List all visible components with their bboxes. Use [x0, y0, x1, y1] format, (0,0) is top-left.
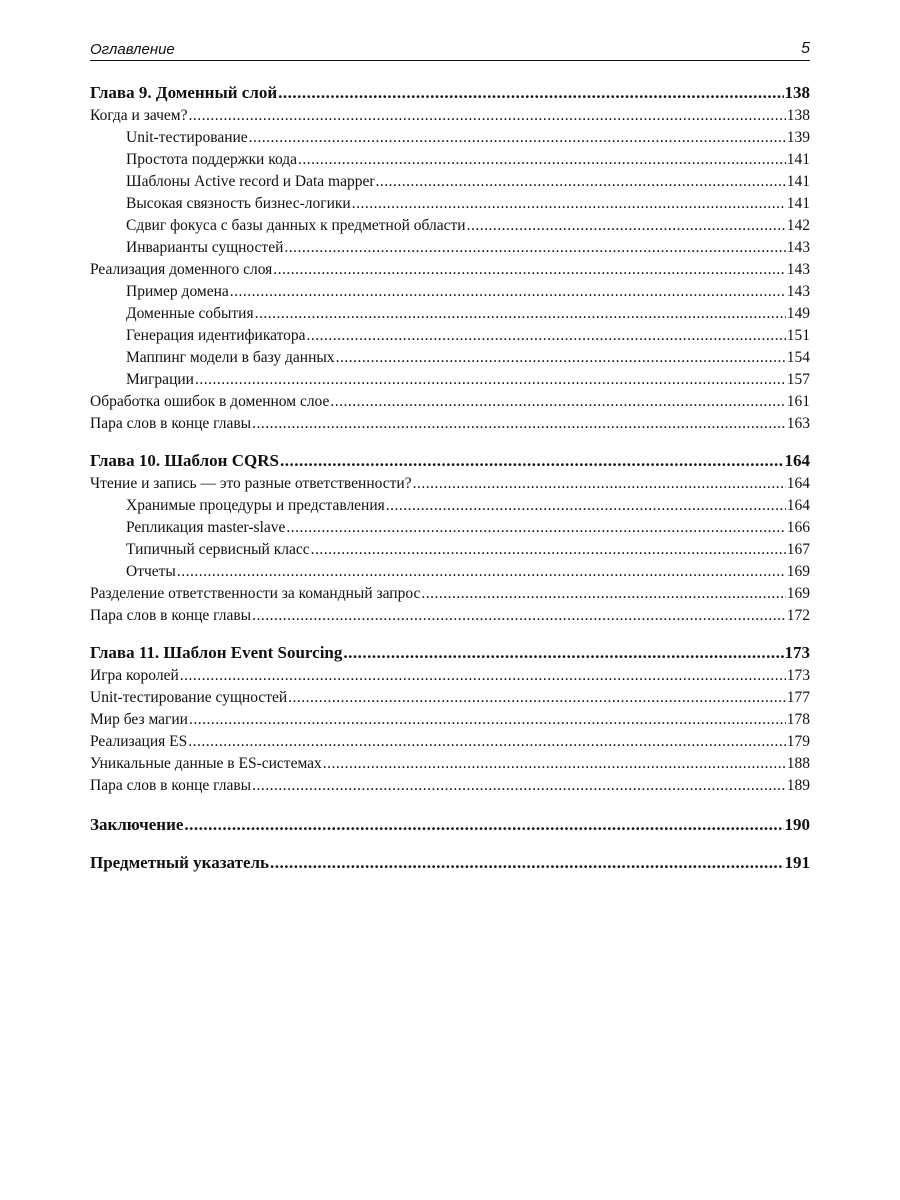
toc-page-number: 179 [786, 733, 810, 750]
toc-leader-dots [343, 641, 783, 665]
toc-page-number: 161 [786, 393, 810, 410]
toc-page-number: 141 [786, 173, 810, 190]
toc-entry-title: Пример домена [126, 283, 229, 300]
toc-entry[interactable] [90, 215, 810, 237]
running-header [90, 36, 810, 61]
toc-entry[interactable] [90, 731, 810, 753]
toc-leader-dots [376, 171, 786, 193]
toc-subject-index[interactable] [90, 851, 810, 875]
toc-page-number: 154 [786, 349, 810, 366]
toc-entry[interactable] [90, 325, 810, 347]
toc-leader-dots [184, 813, 783, 837]
toc-entry[interactable] [90, 583, 810, 605]
toc-entry-title: Реализация ES [90, 733, 188, 750]
toc-entry-title: Unit-тестирование сущностей [90, 689, 288, 706]
toc-leader-dots [298, 149, 786, 171]
toc-entry[interactable] [90, 753, 810, 775]
toc-leader-dots [177, 561, 786, 583]
toc-leader-dots [230, 281, 786, 303]
toc-page-number: 167 [786, 541, 810, 558]
toc-leader-dots [352, 193, 786, 215]
table-of-contents [90, 81, 810, 875]
toc-page-number: 149 [786, 305, 810, 322]
toc-entry[interactable] [90, 413, 810, 435]
toc-entry[interactable] [90, 473, 810, 495]
toc-page-number: 143 [786, 261, 810, 278]
toc-entry[interactable] [90, 347, 810, 369]
toc-page-number: 163 [786, 415, 810, 432]
toc-leader-dots [278, 81, 783, 105]
toc-leader-dots [252, 775, 786, 797]
toc-entry[interactable] [90, 495, 810, 517]
toc-page-number: 164 [786, 475, 810, 492]
toc-entry[interactable] [90, 709, 810, 731]
toc-leader-dots [280, 449, 784, 473]
toc-entry-title: Миграции [126, 371, 194, 388]
toc-leader-dots [467, 215, 786, 237]
toc-chapter-11[interactable] [90, 641, 810, 665]
toc-page-number: 143 [786, 239, 810, 256]
toc-page-number: 138 [786, 107, 810, 124]
toc-entry[interactable] [90, 127, 810, 149]
toc-leader-dots [288, 687, 786, 709]
running-header-page-number: 5 [801, 40, 810, 57]
toc-leader-dots [336, 347, 786, 369]
toc-entry-title: Когда и зачем? [90, 107, 188, 124]
toc-entry[interactable] [90, 171, 810, 193]
toc-chapter-title: Глава 10. Шаблон CQRS [90, 451, 279, 470]
toc-leader-dots [255, 303, 786, 325]
toc-page-number: 151 [786, 327, 810, 344]
toc-leader-dots [270, 851, 783, 875]
running-header-title: Оглавление [90, 41, 175, 58]
toc-entry-title: Уникальные данные в ES-системах [90, 755, 322, 772]
toc-leader-dots [189, 709, 786, 731]
toc-entry-title: Генерация идентификатора [126, 327, 306, 344]
toc-entry[interactable] [90, 775, 810, 797]
toc-entry-title: Простота поддержки кода [126, 151, 298, 168]
toc-chapter-title: Предметный указатель [90, 853, 270, 872]
toc-entry[interactable] [90, 517, 810, 539]
toc-page-number: 169 [786, 585, 810, 602]
toc-entry-title: Чтение и запись — это разные ответственности? [90, 475, 412, 492]
toc-page-number: 173 [784, 643, 810, 662]
toc-page-number: 141 [786, 151, 810, 168]
toc-leader-dots [413, 473, 786, 495]
toc-page-number: 164 [784, 451, 810, 470]
toc-page-number: 141 [786, 195, 810, 212]
toc-leader-dots [323, 753, 786, 775]
toc-entry[interactable] [90, 605, 810, 627]
toc-entry-title: Хранимые процедуры и представления [126, 497, 385, 514]
toc-entry[interactable] [90, 539, 810, 561]
toc-page-number: 164 [786, 497, 810, 514]
toc-entry-title: Реализация доменного слоя [90, 261, 273, 278]
toc-entry[interactable] [90, 149, 810, 171]
toc-page-number: 169 [786, 563, 810, 580]
toc-leader-dots [188, 731, 786, 753]
toc-entry-title: Инварианты сущностей [126, 239, 284, 256]
toc-entry-title: Разделение ответственности за командный запрос [90, 585, 421, 602]
toc-leader-dots [330, 391, 785, 413]
toc-page-number: 191 [784, 853, 810, 872]
toc-leader-dots [307, 325, 786, 347]
toc-chapter-10[interactable] [90, 449, 810, 473]
toc-entry[interactable] [90, 193, 810, 215]
toc-entry[interactable] [90, 665, 810, 687]
toc-entry[interactable] [90, 369, 810, 391]
toc-leader-dots [180, 665, 786, 687]
toc-leader-dots [284, 237, 785, 259]
toc-leader-dots [252, 413, 786, 435]
toc-page-number: 142 [786, 217, 810, 234]
toc-leader-dots [273, 259, 785, 281]
toc-entry-title: Сдвиг фокуса с базы данных к предметной области [126, 217, 466, 234]
toc-entry-title: Маппинг модели в базу данных [126, 349, 335, 366]
toc-entry[interactable] [90, 259, 810, 281]
toc-page-number: 188 [786, 755, 810, 772]
toc-page-number: 143 [786, 283, 810, 300]
toc-chapter-title: Глава 9. Доменный слой [90, 83, 278, 102]
toc-entry[interactable] [90, 281, 810, 303]
toc-entry-title: Пара слов в конце главы [90, 415, 252, 432]
toc-chapter-title: Глава 11. Шаблон Event Sourcing [90, 643, 343, 662]
toc-page-number: 173 [786, 667, 810, 684]
toc-leader-dots [421, 583, 785, 605]
toc-chapter-title: Заключение [90, 815, 184, 834]
toc-entry[interactable] [90, 561, 810, 583]
toc-entry-title: Пара слов в конце главы [90, 777, 252, 794]
toc-conclusion[interactable] [90, 813, 810, 837]
toc-leader-dots [249, 127, 786, 149]
toc-entry-title: Мир без магии [90, 711, 188, 728]
toc-leader-dots [195, 369, 786, 391]
toc-entry-title: Шаблоны Active record и Data mapper [126, 173, 375, 190]
toc-leader-dots [311, 539, 786, 561]
toc-entry[interactable] [90, 391, 810, 413]
toc-page-number: 166 [786, 519, 810, 536]
toc-entry-title: Типичный сервисный класс [126, 541, 310, 558]
toc-entry-title: Обработка ошибок в доменном слое [90, 393, 330, 410]
toc-page-number: 139 [786, 129, 810, 146]
toc-page-number: 172 [786, 607, 810, 624]
toc-chapter-9[interactable] [90, 81, 810, 105]
toc-entry-title: Высокая связность бизнес-логики [126, 195, 351, 212]
toc-entry-title: Пара слов в конце главы [90, 607, 252, 624]
toc-entry[interactable] [90, 687, 810, 709]
toc-entry-title: Игра королей [90, 667, 179, 684]
toc-page-number: 177 [786, 689, 810, 706]
toc-page-number: 138 [784, 83, 810, 102]
toc-entry-title: Доменные события [126, 305, 254, 322]
toc-leader-dots [252, 605, 786, 627]
document-page [90, 36, 810, 875]
toc-entry[interactable] [90, 105, 810, 127]
toc-leader-dots [386, 495, 786, 517]
toc-entry-title: Репликация master-slave [126, 519, 286, 536]
toc-page-number: 189 [786, 777, 810, 794]
toc-entry[interactable] [90, 237, 810, 259]
toc-page-number: 157 [786, 371, 810, 388]
toc-leader-dots [286, 517, 785, 539]
toc-page-number: 178 [786, 711, 810, 728]
toc-entry[interactable] [90, 303, 810, 325]
toc-page-number: 190 [784, 815, 810, 834]
toc-entry-title: Отчеты [126, 563, 176, 580]
toc-entry-title: Unit-тестирование [126, 129, 248, 146]
toc-leader-dots [188, 105, 785, 127]
